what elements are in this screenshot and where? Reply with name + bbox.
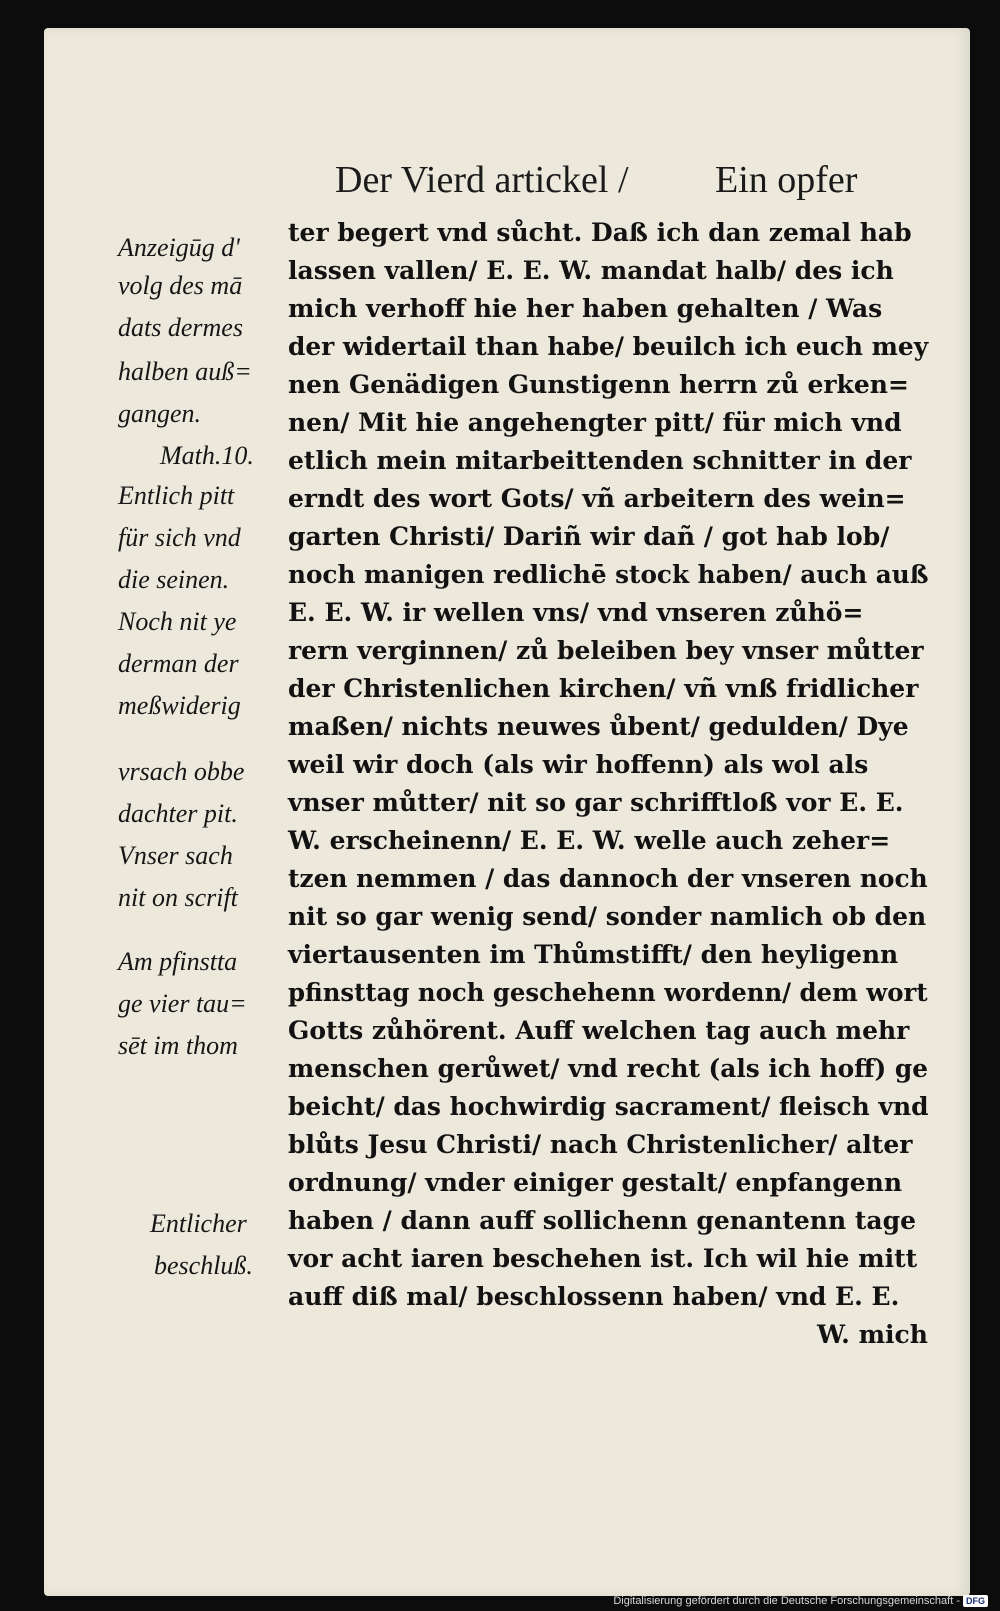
margin-note: Am pfinstta <box>118 947 238 976</box>
digitization-credit <box>613 1595 988 1607</box>
text-line: maßen/ nichts neuwes ůbent/ gedulden/ Dye <box>288 712 909 741</box>
text-line: garten Christi/ Dariñ wir dañ / got hab lob/ <box>288 522 890 551</box>
margin-note: Entlicher <box>150 1209 247 1238</box>
margin-note: für sich vnd <box>118 523 241 552</box>
text-line: nen/ Mit hie angehengter pitt/ für mich vnd <box>288 408 902 437</box>
catchword-line: W. mich <box>817 1320 928 1349</box>
margin-note: dachter pit. <box>118 799 238 828</box>
text-line: vnser můtter/ nit so gar schrifftloß vor E. E. <box>288 788 904 817</box>
margin-note: derman der <box>118 649 239 678</box>
margin-note: Anzeigūg d' <box>118 233 240 262</box>
text-line: mich verhoff hie her haben gehalten / Was <box>288 294 883 323</box>
running-header <box>335 158 895 204</box>
margin-note: Vnser sach <box>118 841 233 870</box>
text-line: pfinsttag noch geschehenn wordenn/ dem wort <box>288 978 928 1007</box>
text-line: rern verginnen/ zů beleiben bey vnser můtter <box>288 636 924 665</box>
text-line: viertausenten im Thůmstifft/ den heyligenn <box>288 940 899 969</box>
margin-note: dats dermes <box>118 313 243 342</box>
margin-note: gangen. <box>118 399 202 428</box>
margin-note: volg des mā <box>118 271 243 300</box>
margin-note: beschluß. <box>154 1251 253 1280</box>
text-line: etlich mein mitarbeittenden schnitter in der <box>288 446 912 475</box>
text-line: vor acht iaren beschehen ist. Ich wil hie mitt <box>288 1244 918 1273</box>
text-line: blůts Jesu Christi/ nach Christenlicher/ alter <box>288 1130 913 1159</box>
text-line: W. erscheinenn/ E. E. W. welle auch zeher= <box>288 826 891 855</box>
margin-note: halben auß= <box>118 357 252 386</box>
margin-note: vrsach obbe <box>118 757 245 786</box>
text-line: haben / dann auff sollichenn genantenn tage <box>288 1206 916 1235</box>
dfg-logo: DFG <box>963 1595 988 1607</box>
text-line: noch manigen redlichē stock haben/ auch auß <box>288 560 929 589</box>
margin-note: Noch nit ye <box>118 607 237 636</box>
header-right: Ein opfer <box>715 159 858 201</box>
text-line: erndt des wort Gots/ vñ arbeitern des wein= <box>288 484 906 513</box>
margin-note: ge vier tau= <box>118 989 247 1018</box>
text-line: nen Genädigen Gunstigenn herrn zů erken= <box>288 370 909 399</box>
margin-note: sēt im thom <box>118 1031 238 1060</box>
text-line: ter begert vnd sůcht. Daß ich dan zemal hab <box>288 218 912 247</box>
margin-note: Entlich pitt <box>118 481 235 510</box>
margin-note: die seinen. <box>118 565 230 594</box>
text-line: tzen nemmen / das dannoch der vnseren noch <box>288 864 928 893</box>
text-line: nit so gar wenig send/ sonder namlich ob den <box>288 902 927 931</box>
margin-note: nit on scrift <box>118 883 238 912</box>
text-line: auff diß mal/ beschlossenn haben/ vnd E. E. <box>288 1282 900 1311</box>
text-line: E. E. W. ir wellen vns/ vnd vnseren zůhö= <box>288 598 864 627</box>
text-line: menschen gerůwet/ vnd recht (als ich hoff) ge <box>288 1054 928 1083</box>
text-line: beicht/ das hochwirdig sacrament/ fleisch vnd <box>288 1092 929 1121</box>
text-line: der Christenlichen kirchen/ vñ vnß fridlicher <box>288 674 919 703</box>
credit-text: Digitalisierung gefördert durch die Deutsche Forschungsgemeinschaft - <box>613 1594 960 1607</box>
text-line: ordnung/ vnder einiger gestalt/ enpfangenn <box>288 1168 902 1197</box>
text-line: Gotts zůhörent. Auff welchen tag auch mehr <box>288 1016 910 1045</box>
margin-note: meßwiderig <box>118 691 241 720</box>
text-line: lassen vallen/ E. E. W. mandat halb/ des ich <box>288 256 894 285</box>
text-line: weil wir doch (als wir hoffenn) als wol als <box>288 750 869 779</box>
text-line: der widertail than habe/ beuilch ich euch mey <box>288 332 929 361</box>
margin-note: Math.10. <box>160 441 254 470</box>
header-left: Der Vierd artickel / <box>335 159 629 201</box>
